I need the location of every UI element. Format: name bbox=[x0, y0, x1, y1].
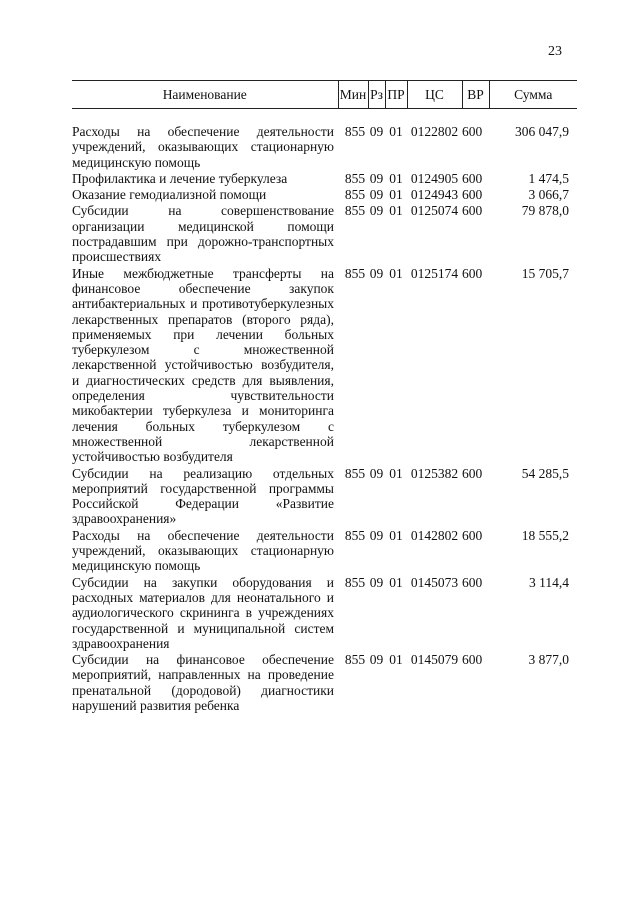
table-header-row bbox=[72, 81, 577, 109]
row-min: 855 bbox=[344, 124, 366, 139]
row-cs: 0124905 bbox=[410, 170, 459, 186]
row-sum: 15 705,7 bbox=[521, 265, 569, 281]
row-cs: 0145073 bbox=[410, 574, 459, 590]
row-pr: 01 bbox=[389, 187, 403, 203]
table-row bbox=[72, 171, 577, 187]
row-sum: 79 878,0 bbox=[521, 203, 569, 219]
row-name: Оказание гемодиализной помощи bbox=[72, 187, 267, 203]
row-cs: 0124943 bbox=[410, 187, 459, 203]
row-pr: 01 bbox=[389, 170, 403, 186]
row-cs: 0142802 bbox=[410, 527, 459, 543]
row-pr: 01 bbox=[389, 265, 403, 281]
row-min: 855 bbox=[344, 187, 366, 203]
table-row bbox=[72, 466, 577, 528]
budget-table bbox=[72, 80, 577, 714]
row-min: 855 bbox=[344, 265, 366, 281]
row-pr: 01 bbox=[389, 465, 403, 481]
row-name: Субсидии на совершенствование организации медицинской помощи пострадавшим при дорожно-транспортных происшествиях bbox=[72, 203, 334, 265]
row-pr: 01 bbox=[389, 574, 403, 590]
row-pr: 01 bbox=[389, 203, 403, 219]
row-name: Расходы на обеспечение деятельности учреждений, оказывающих стационарную медицинскую помощь bbox=[72, 124, 334, 170]
row-vr: 600 bbox=[462, 187, 483, 203]
row-cs: 0125174 bbox=[410, 265, 459, 281]
row-cs: 0125074 bbox=[410, 203, 459, 219]
row-pr: 01 bbox=[389, 527, 403, 543]
row-cs: 0122802 bbox=[410, 124, 459, 139]
row-name: Расходы на обеспечение деятельности учреждений, оказывающих стационарную медицинскую помощь bbox=[72, 527, 334, 574]
table-row bbox=[72, 652, 577, 714]
row-vr: 600 bbox=[462, 652, 483, 668]
row-pr: 01 bbox=[389, 124, 403, 139]
row-rz: 09 bbox=[369, 574, 384, 590]
row-vr: 600 bbox=[462, 574, 483, 590]
row-min: 855 bbox=[344, 574, 366, 590]
row-name: Иные межбюджетные трансферты на финансовое обеспечение закупок антибактериальных и противотуберкулезных лекарственных препаратов (второго ряда), применяемых при лечении больных туберкулезом с множественной лекарственной устойчивостью возбудителя, и диагностических средств для выявления, определения чувствительности микобактерии туберкулеза и мониторинга лечения больных туберкулезом с множественной лекарственной устойчивостью возбудителя bbox=[72, 265, 334, 465]
row-vr: 600 bbox=[462, 203, 483, 219]
table-row bbox=[72, 528, 577, 575]
row-sum: 3 066,7 bbox=[528, 187, 569, 203]
row-min: 855 bbox=[344, 170, 366, 186]
header-cs: ЦС bbox=[407, 81, 462, 109]
row-rz: 09 bbox=[369, 170, 384, 186]
row-cs: 0145079 bbox=[410, 652, 459, 668]
row-sum: 1 474,5 bbox=[528, 170, 569, 186]
row-rz: 09 bbox=[369, 203, 384, 219]
row-min: 855 bbox=[344, 465, 366, 481]
header-vr: ВР bbox=[462, 81, 489, 109]
row-name: Субсидии на финансовое обеспечение мероприятий, направленных на проведение пренатальной (дородовой) диагностики нарушений развития ребенка bbox=[72, 652, 334, 713]
row-sum: 18 555,2 bbox=[521, 527, 569, 543]
row-rz: 09 bbox=[369, 465, 384, 481]
row-sum: 54 285,5 bbox=[521, 465, 569, 481]
row-rz: 09 bbox=[369, 124, 384, 139]
page-number: 23 bbox=[548, 44, 562, 59]
row-cs: 0125382 bbox=[410, 465, 459, 481]
row-vr: 600 bbox=[462, 170, 483, 186]
row-name: Субсидии на реализацию отдельных мероприятий государственной программы Российской Федерации «Развитие здравоохранения» bbox=[72, 465, 334, 527]
table-row bbox=[72, 124, 577, 171]
table-row bbox=[72, 187, 577, 203]
row-vr: 600 bbox=[462, 465, 483, 481]
header-min: Мин bbox=[338, 81, 368, 109]
table-row bbox=[72, 575, 577, 652]
header-pr: ПР bbox=[385, 81, 407, 109]
row-sum: 3 114,4 bbox=[529, 574, 569, 590]
row-rz: 09 bbox=[369, 265, 384, 281]
row-name: Профилактика и лечение туберкулеза bbox=[72, 170, 288, 186]
row-rz: 09 bbox=[369, 187, 384, 203]
row-vr: 600 bbox=[462, 124, 483, 139]
row-min: 855 bbox=[344, 203, 366, 219]
row-rz: 09 bbox=[369, 527, 384, 543]
row-sum: 3 877,0 bbox=[528, 652, 569, 668]
row-pr: 01 bbox=[389, 652, 403, 668]
header-sum: Сумма bbox=[489, 81, 577, 109]
row-vr: 600 bbox=[462, 265, 483, 281]
row-name: Субсидии на закупки оборудования и расходных материалов для неонатального и аудиологического скрининга в учреждениях государственной и муниципальной систем здравоохранения bbox=[72, 574, 334, 651]
row-sum: 306 047,9 bbox=[515, 124, 569, 139]
table-row bbox=[72, 203, 577, 265]
table-row bbox=[72, 266, 577, 466]
row-vr: 600 bbox=[462, 527, 483, 543]
row-min: 855 bbox=[344, 652, 366, 668]
row-min: 855 bbox=[344, 527, 366, 543]
header-rz: Рз bbox=[368, 81, 385, 109]
row-rz: 09 bbox=[369, 652, 384, 668]
header-name: Наименование bbox=[72, 81, 338, 109]
